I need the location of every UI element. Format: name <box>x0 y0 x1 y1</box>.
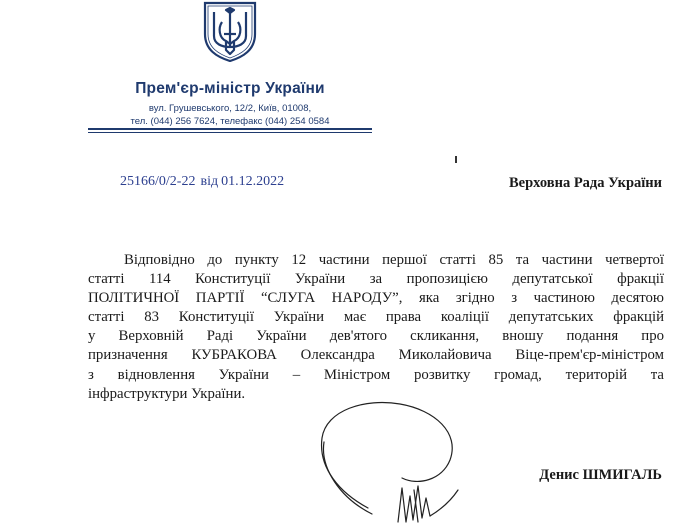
body-line: з відновлення України – Міністром розвитку громад, територій та <box>88 366 664 383</box>
office-contacts: тел. (044) 256 7624, телефакс (044) 254 0584 <box>130 116 330 127</box>
signer-name: Денис ШМИГАЛЬ <box>539 467 662 483</box>
handwritten-signature-icon <box>310 398 490 523</box>
addressee: Верховна Рада України <box>509 175 662 191</box>
header-rule-thin <box>88 132 372 133</box>
body-line: статті 114 Конституції України за пропозицією депутатської фракції <box>88 271 664 288</box>
letter-body <box>88 251 664 404</box>
registration-date: 01.12.2022 <box>221 174 285 189</box>
body-line: Відповідно до пункту 12 частини першої статті 85 та частини четвертої <box>124 252 664 268</box>
margin-mark <box>455 156 457 163</box>
registration-stamp <box>120 174 284 190</box>
office-address: вул. Грушевського, 12/2, Київ, 01008, <box>148 103 312 114</box>
body-line: у Верховній Раді України дев'ятого скликання, вношу подання про <box>88 328 664 345</box>
registration-from-label: від <box>200 174 219 189</box>
body-line: інфраструктури України. <box>88 385 246 402</box>
body-line: ПОЛІТИЧНОЇ ПАРТІЇ “СЛУГА НАРОДУ”, яка згідно з частиною десятою <box>88 290 664 307</box>
registration-number: 25166/0/2-22 <box>120 174 196 189</box>
office-title: Прем'єр-міністр України <box>135 80 325 97</box>
body-line: статті 83 Конституції України має права коаліції депутатських фракцій <box>88 309 664 326</box>
header-rule-thick <box>88 128 372 130</box>
tryzub-coat-of-arms-icon <box>202 0 258 62</box>
body-line: призначення КУБРАКОВА Олександра Миколайовича Віце-прем'єр-міністром <box>88 347 664 364</box>
